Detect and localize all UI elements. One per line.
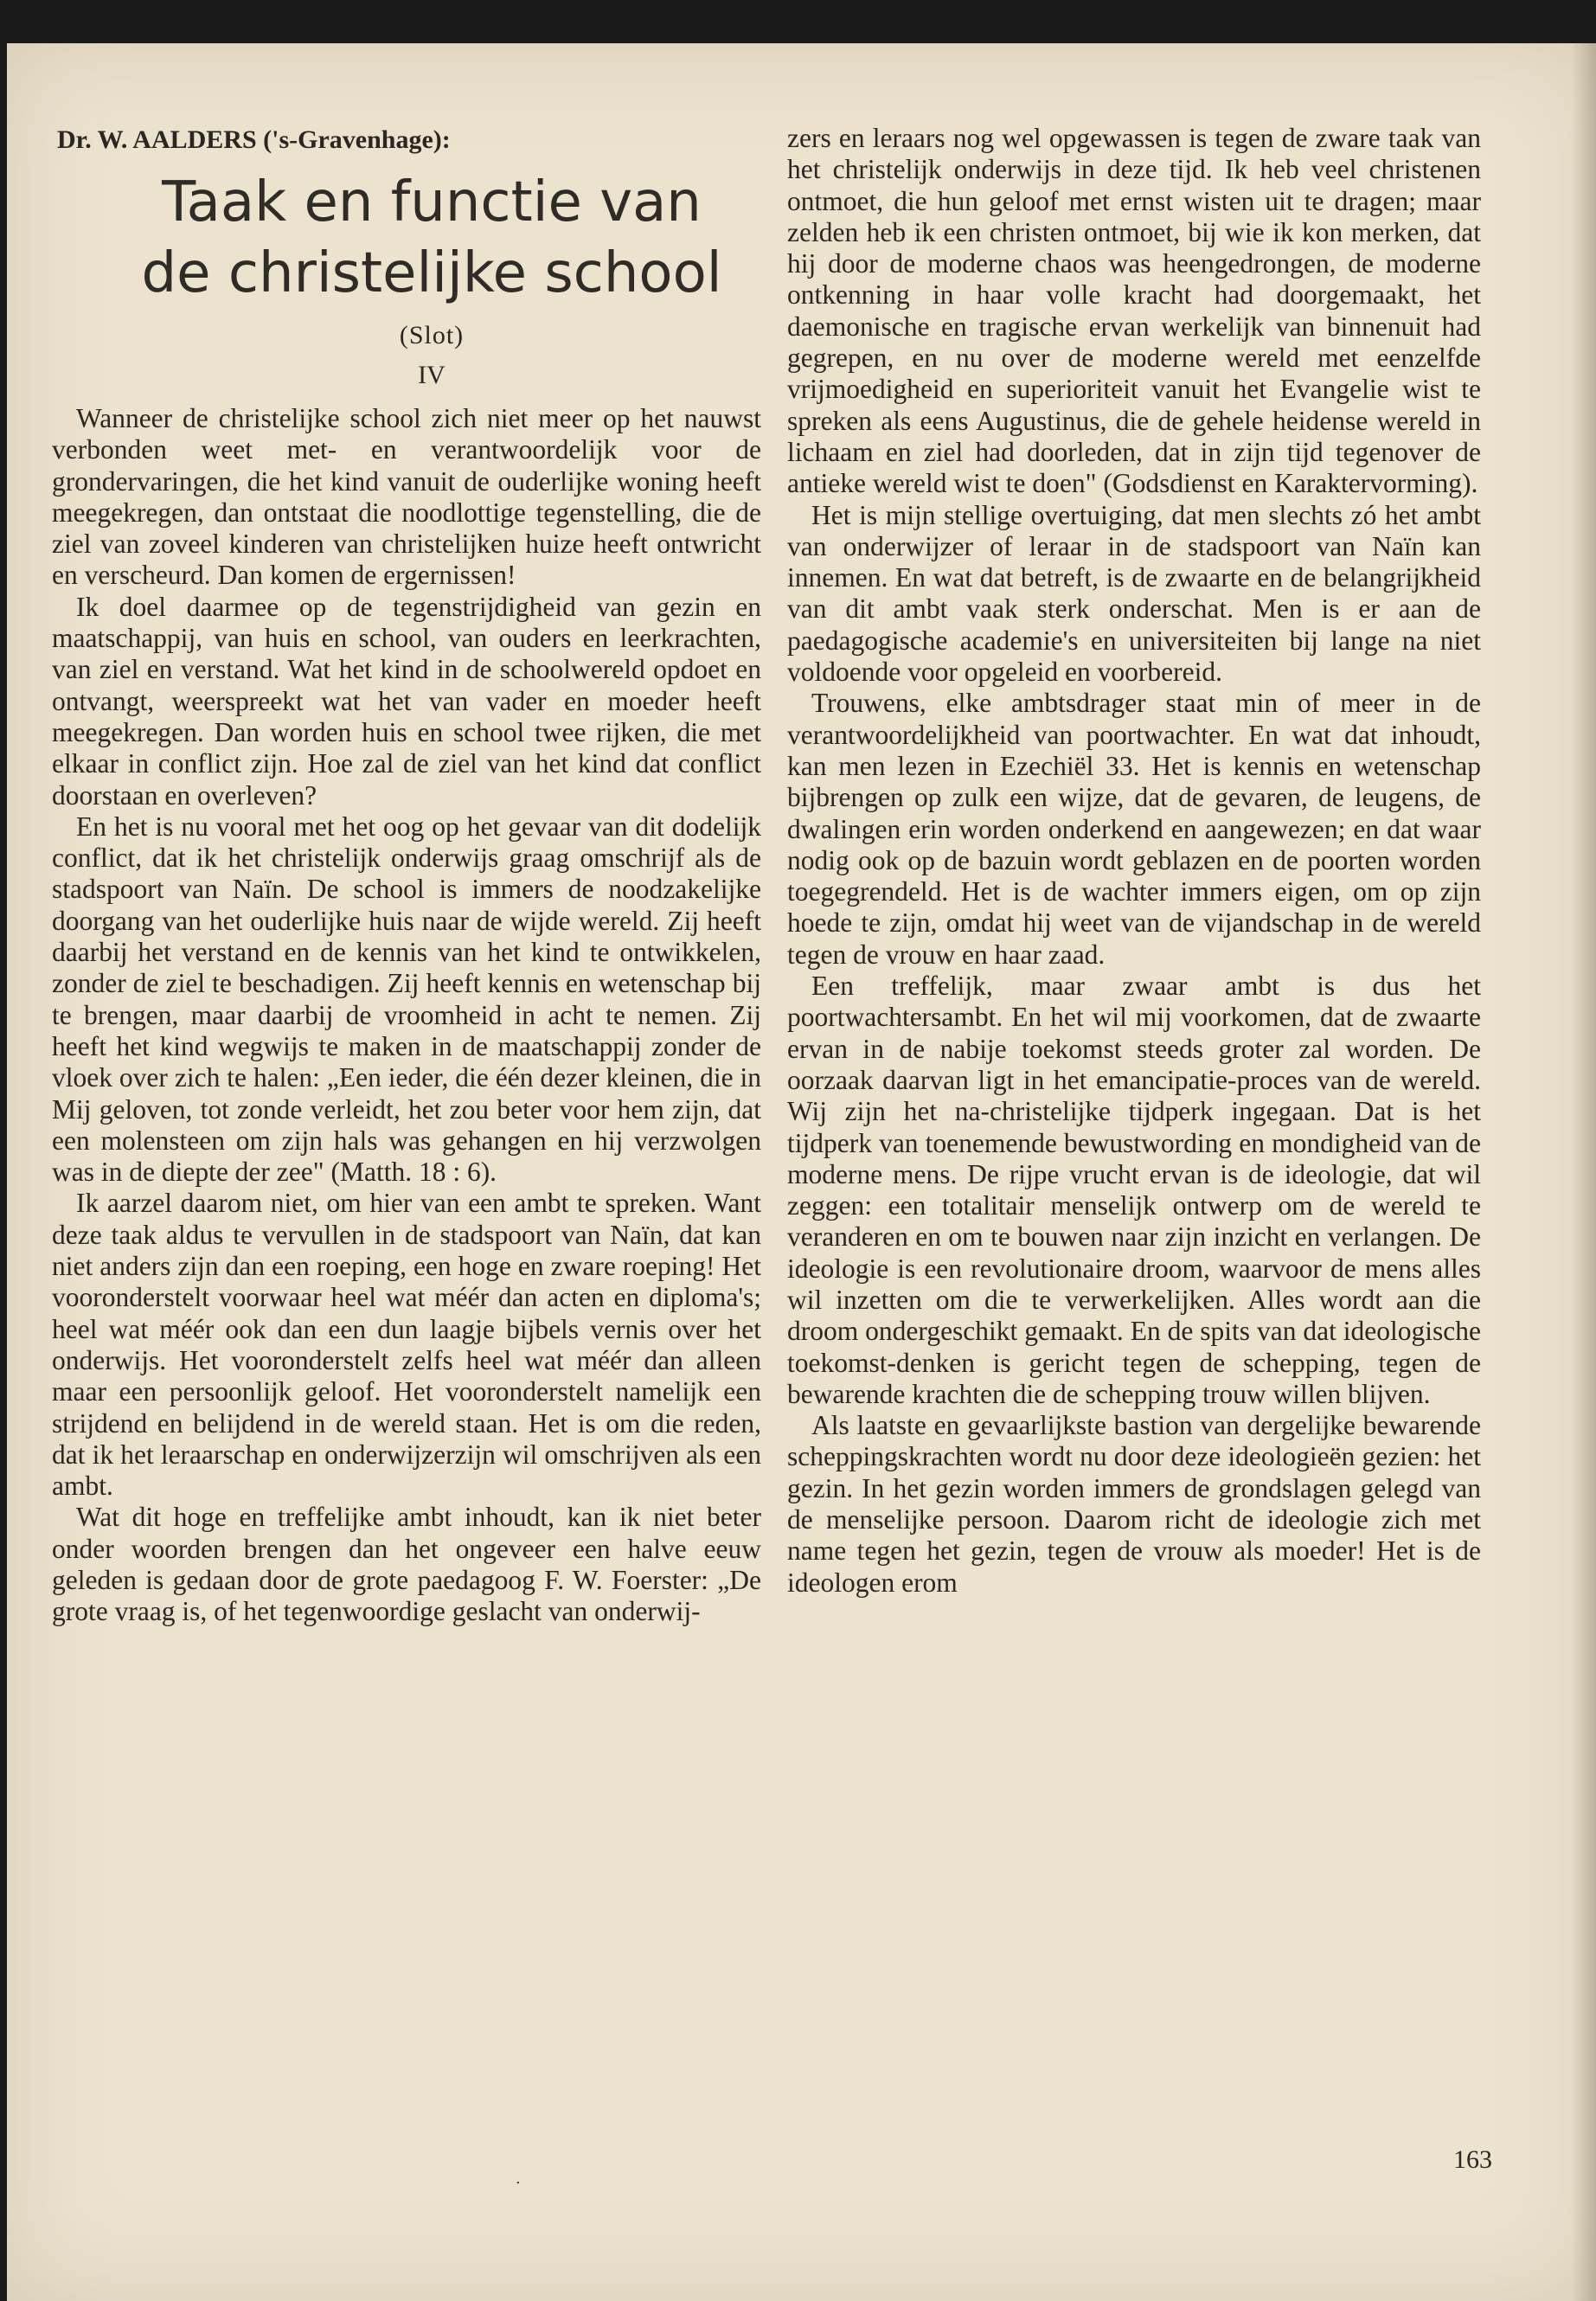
author-byline: Dr. W. AALDERS ('s-Gravenhage):	[57, 125, 451, 154]
page-number: 163	[1453, 2145, 1492, 2174]
article-title-line-1: Taak en functie van	[162, 170, 702, 234]
paragraph: Trouwens, elke ambtsdrager staat min of meer in de verantwoordelijkheid van poortwachter. En wat dat inhoudt, kan men lezen in Ezechiël 33. Het is kennis en wetenschap bijbrengen op zulk een wijze, dat de gevaren, de leugens, de dwalingen erin worden onderkend en aangewezen; en dat waar nodig ook op de bazuin wordt geblazen en de poorten worden toegegrendeld. Het is de wachter immers eigen, om op zijn hoede te zijn, omdat hij weet van de vijandschap in de wereld tegen de vrouw en haar zaad.	[787, 688, 1481, 970]
paragraph: Het is mijn stellige overtuiging, dat men slechts zó het ambt van onderwijzer of leraar in de stadspoort van Naïn kan innemen. En wat dat betreft, is de zwaarte en de belangrijkheid van dit ambt vaak sterk onderschat. Men is er aan de paedagogische academie's en universiteiten bij lange na niet voldoende voor opgeleid en voorbereid.	[787, 499, 1481, 688]
section-number: IV	[418, 361, 445, 389]
paragraph: Ik aarzel daarom niet, om hier van een ambt te spreken. Want deze taak aldus te vervullen in de stadspoort van Naïn, dat kan niet anders zijn dan een roeping, een hoge en zware roeping! Het vooronderstelt voorwaar heel wat méér dan acten en diploma's; heel wat méér ook dan een dun laagje bijbels vernis over het onderwijs. Het vooronderstelt zelfs heel wat méér dan alleen maar een persoonlijk geloof. Het vooronderstelt namelijk een strijdend en belijdend in de wereld staan. Het is om die reden, dat ik het leraarschap en onderwijzerzijn wil omschrijven als een ambt.	[52, 1188, 761, 1502]
paragraph: Wanneer de christelijke school zich niet meer op het nauwst verbonden weet met- en verantwoordelijk voor de grondervaringen, die het kind vanuit de ouderlijke woning heeft meegekregen, dan ontstaat die noodlottige tegenstelling, die de ziel van zoveel kinderen van christelijken huize heeft ontwricht en verscheurd. Dan komen de ergernissen!	[52, 403, 761, 591]
paragraph: Een treffelijk, maar zwaar ambt is dus het poortwachtersambt. En het wil mij voorkomen, dat de zwaarte ervan in de nabije toekomst steeds groter zal worden. De oorzaak daarvan ligt in het emancipatie-proces van de wereld. Wij zijn het na-christelijke tijdperk ingegaan. Dat is het tijdperk van toenemende bewustwording en mondigheid van de moderne mens. De rijpe vrucht ervan is de ideologie, dat wil zeggen: een totalitair menselijk ontwerp om de wereld te veranderen en om te bouwen naar zijn inzicht en verlangen. De ideologie is een revolutionaire droom, waarvoor de mens alles wil inzetten om die te verwerkelijken. Alles wordt aan die droom ondergeschikt gemaakt. En de spits van dat ideologische toekomst-denken is gericht tegen de schepping, tegen de bewarende krachten die de schepping trouw willen blijven.	[787, 971, 1481, 1409]
article-subtitle: (Slot)	[399, 321, 465, 349]
right-column	[787, 123, 1481, 1599]
paragraph: Als laatste en gevaarlijkste bastion van dergelijke bewarende scheppingskrachten wordt nu door deze ideologieën gezien: het gezin. In het gezin worden immers de grondslagen gelegd van de menselijke persoon. Daarom richt de ideologie zich met name tegen het gezin, tegen de vrouw als moeder! Het is de ideologen erom	[787, 1410, 1481, 1598]
paragraph: Ik doel daarmee op de tegenstrijdigheid van gezin en maatschappij, van huis en school, van ouders en leerkrachten, van ziel en verstand. Wat het kind in de schoolwereld opdoet en ontvangt, weerspreekt wat het van vader en moeder heeft meegekregen. Dan worden huis en school twee rijken, die met elkaar in conflict zijn. Hoe zal de ziel van het kind dat conflict doorstaan en overleven?	[52, 591, 761, 811]
stray-mark: .	[516, 2170, 521, 2188]
left-column	[52, 123, 761, 1628]
paragraph: Wat dit hoge en treffelijke ambt inhoudt, kan ik niet beter onder woorden brengen dan het ongeveer een halve eeuw geleden is gedaan door de grote paedagoog F. W. Foerster: „De grote vraag is, of het tegenwoordige geslacht van onderwij-	[52, 1502, 761, 1627]
paragraph: zers en leraars nog wel opgewassen is tegen de zware taak van het christelijk onderwijs in deze tijd. Ik heb veel christenen ontmoet, die hun geloof met ernst wisten uit te dragen; maar zelden heb ik een christen ontmoet, bij wie ik kon merken, dat hij door de moderne chaos was heengedrongen, de moderne ontkenning in haar volle kracht had doorgemaakt, het daemonische en tragische ervan werkelijk van binnenuit had gegrepen, en nu over de moderne wereld met eenzelfde vrijmoedigheid en superioriteit vanuit het Evangelie wist te spreken als eens Augustinus, die de gehele heidense wereld in lichaam en ziel had doorleden, dat in zijn tijd tegenover de antieke wereld wist te doen" (Godsdienst en Karaktervorming).	[787, 123, 1481, 499]
journal-page	[7, 43, 1596, 2301]
article-title-line-2: de christelijke school	[141, 241, 722, 305]
paragraph: En het is nu vooral met het oog op het gevaar van dit dodelijk conflict, dat ik het christelijk onderwijs graag omschrijf als de stadspoort van Naïn. De school is immers de noodzakelijke doorgang van het ouderlijke huis naar de wijde wereld. Zij heeft daarbij het verstand en de kennis van het kind te ontwikkelen, zonder de ziel te beschadigen. Zij heeft kennis en wetenschap bij te brengen, maar daarbij de vroomheid in acht te nemen. Zij heeft het kind wegwijs te maken in de maatschappij zonder de vloek over zich te halen: „Een ieder, die één dezer kleinen, die in Mij geloven, tot zonde verleidt, het zou beter voor hem zijn, dat een molensteen om zijn hals was gehangen en hij verzwolgen was in de diepte der zee" (Matth. 18 : 6).	[52, 811, 761, 1188]
